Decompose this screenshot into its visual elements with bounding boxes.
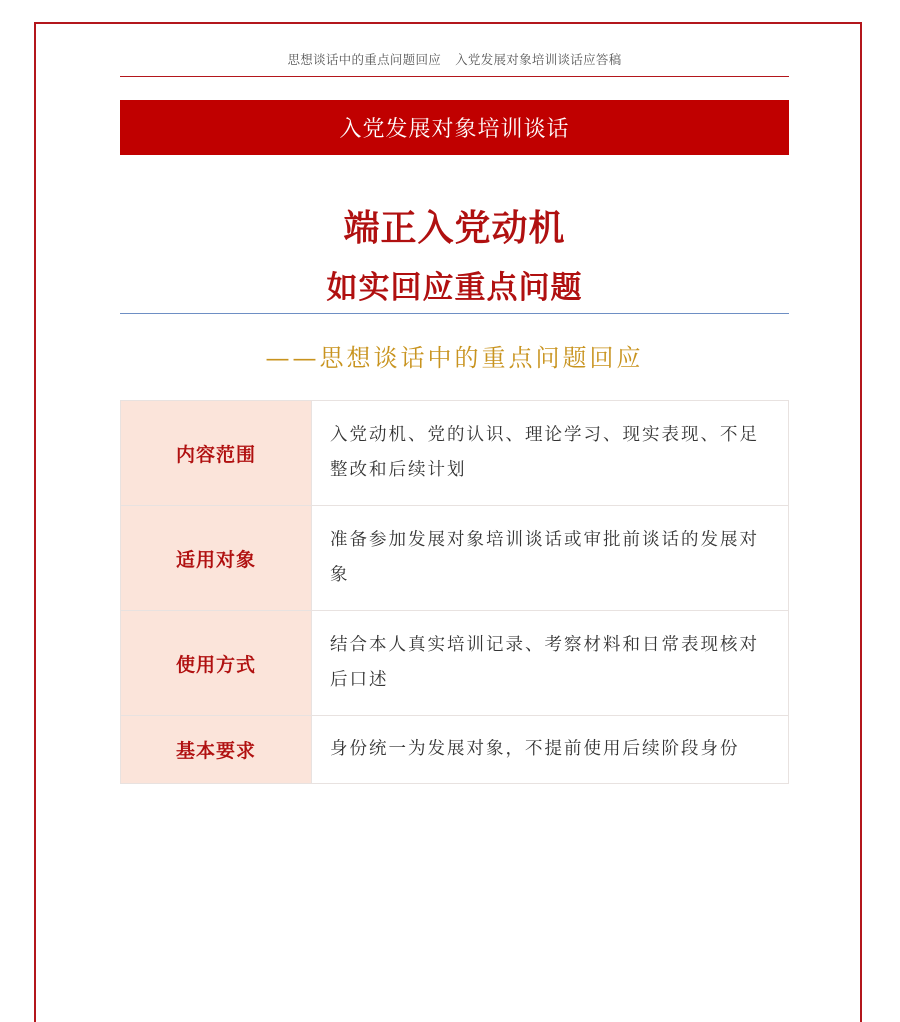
row-value: 入党动机、党的认识、理论学习、现实表现、不足整改和后续计划: [312, 401, 789, 506]
headline-divider: [120, 313, 789, 314]
running-header-right: 入党发展对象培训谈话应答稿: [455, 52, 622, 67]
row-label: 基本要求: [121, 716, 312, 784]
table-row: [121, 506, 789, 611]
row-label: 使用方式: [121, 611, 312, 716]
row-value: 身份统一为发展对象，不提前使用后续阶段身份: [312, 716, 789, 784]
title-banner: 入党发展对象培训谈话: [120, 100, 789, 155]
info-table: [120, 400, 789, 784]
table-row: [121, 401, 789, 506]
table-row: [121, 611, 789, 716]
row-label: 内容范围: [121, 401, 312, 506]
running-header-left: 思想谈话中的重点问题回应: [287, 52, 442, 67]
headline-line-2: 如实回应重点问题: [326, 270, 583, 306]
headline-line-1: 端正入党动机: [343, 208, 566, 249]
running-header: [120, 50, 789, 68]
row-value: 结合本人真实培训记录、考察材料和日常表现核对后口述: [312, 611, 789, 716]
header-divider: [120, 76, 789, 77]
subtitle: ——思想谈话中的重点问题回应: [265, 344, 644, 372]
table-row: [121, 716, 789, 784]
row-value: 准备参加发展对象培训谈话或审批前谈话的发展对象: [312, 506, 789, 611]
row-label: 适用对象: [121, 506, 312, 611]
